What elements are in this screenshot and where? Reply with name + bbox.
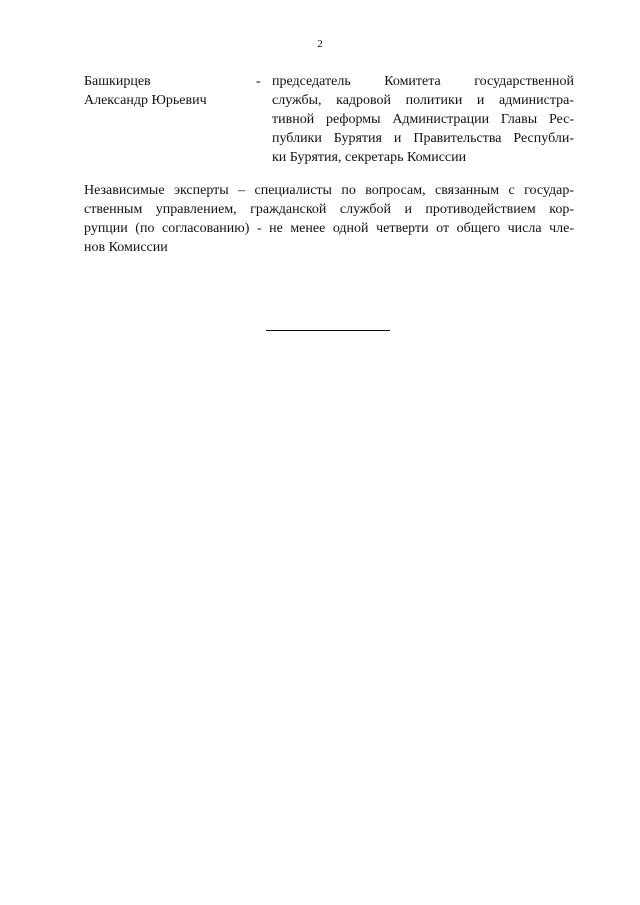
end-of-document-rule: [266, 330, 390, 331]
member-role-line: публики Бурятия и Правительства Республи-: [272, 131, 574, 146]
member-dash: -: [256, 74, 261, 89]
experts-line: нов Комиссии: [84, 240, 168, 255]
experts-line: рупции (по согласованию) - не менее одной четверти от общего числа чле-: [84, 221, 574, 236]
member-role-line: ки Бурятия, секретарь Комиссии: [272, 150, 467, 165]
member-surname: Башкирцев: [84, 74, 151, 89]
member-role-line: председатель Комитета государственной: [272, 74, 574, 89]
member-name: [84, 72, 254, 110]
experts-line: ственным управлением, гражданской службой и противодействием кор-: [84, 202, 574, 217]
page-number: 2: [317, 38, 323, 50]
member-role-line: службы, кадровой политики и администра-: [272, 93, 574, 108]
member-given-names: Александр Юрьевич: [84, 93, 207, 108]
member-role-line: тивной реформы Администрации Главы Рес-: [272, 112, 574, 127]
independent-experts-paragraph: [84, 181, 574, 257]
experts-line: Независимые эксперты – специалисты по вопросам, связанным с государ-: [84, 183, 574, 198]
member-role: [272, 72, 574, 167]
